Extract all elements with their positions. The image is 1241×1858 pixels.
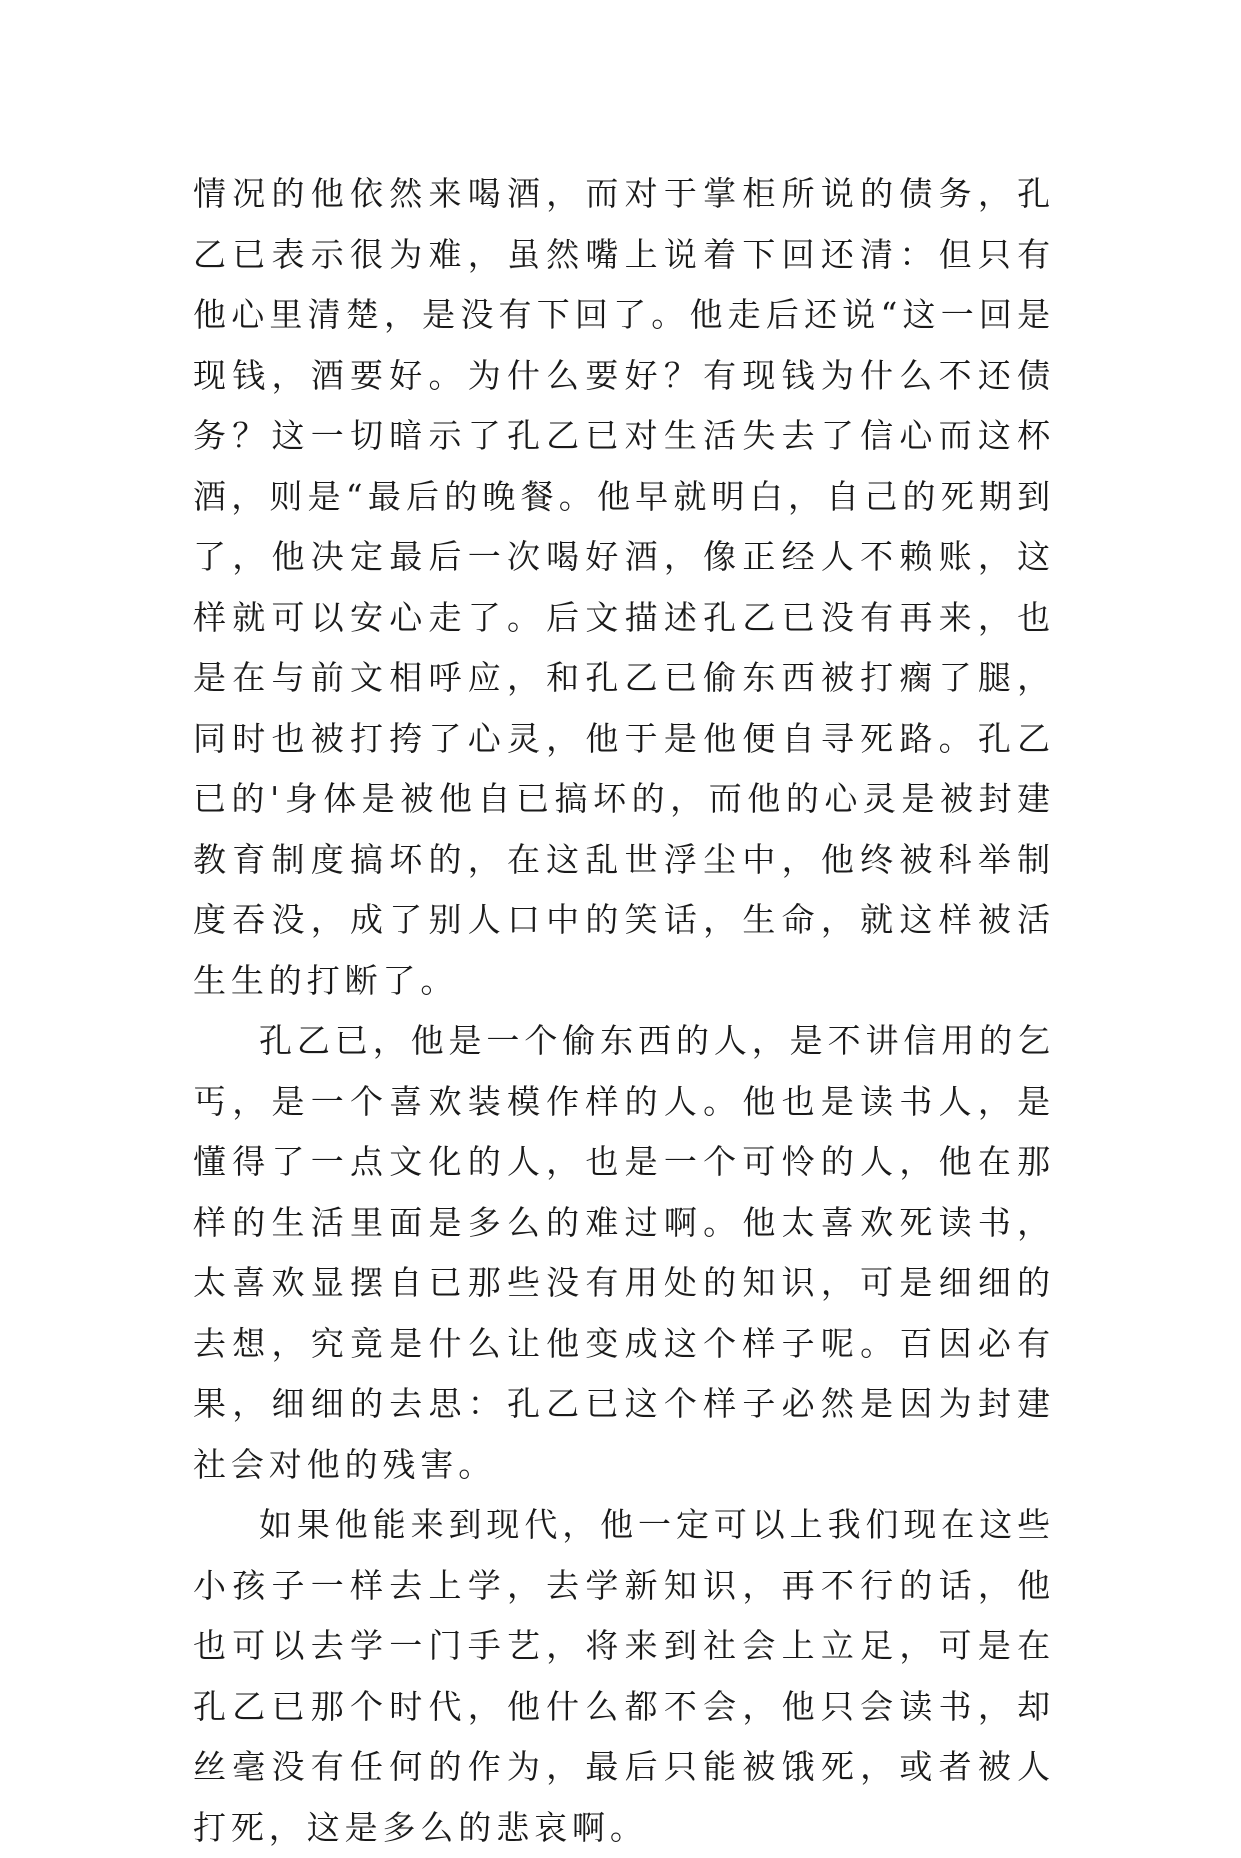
paragraph-2: 孔乙已，他是一个偷东西的人，是不讲信用的乞丐，是一个喜欢装模作样的人。他也是读书人，是懂得了一点文化的人，也是一个可怜的人，他在那样的生活里面是多么的难过啊。他太喜欢死读书，太喜欢显摆自已那些没有用处的知识，可是细细的去想，究竟是什么让他变成这个样子呢。百因必有果，细细的去思：孔乙已这个样子必然是因为封建社会对他的残害。 — [193, 1021, 1055, 1484]
paragraph-1: 情况的他依然来喝酒，而对于掌柜所说的债务，孔乙已表示很为难，虽然嘴上说着下回还清：但只有他心里清楚，是没有下回了。他走后还说“这一回是现钱，酒要好。为什么要好？有现钱为什么不还债务？这一切暗示了孔乙已对生活失去了信心而这杯酒，则是“最后的晚餐。他早就明白，自己的死期到了，他决定最后一次喝好酒，像正经人不赖账，这样就可以安心走了。后文描述孔乙已没有再来，也是在与前文相呼应，和孔乙已偷东西被打瘸了腿，同时也被打挎了心灵，他于是他便自寻死路。孔乙已的'身体是被他自已搞坏的，而他的心灵是被封建教育制度搞坏的，在这乱世浮尘中，他终被科举制度吞没，成了别人口中的笑话，生命，就这样被活生生的打断了。 — [193, 174, 1055, 1000]
paragraph-3: 如果他能来到现代，他一定可以上我们现在这些小孩子一样去上学，去学新知识，再不行的话，他也可以去学一门手艺，将来到社会上立足，可是在孔乙已那个时代，他什么都不会，他只会读书，却丝毫没有任何的作为，最后只能被饿死，或者被人打死，这是多么的悲哀啊。 — [193, 1505, 1055, 1847]
body-text — [193, 164, 1055, 1858]
